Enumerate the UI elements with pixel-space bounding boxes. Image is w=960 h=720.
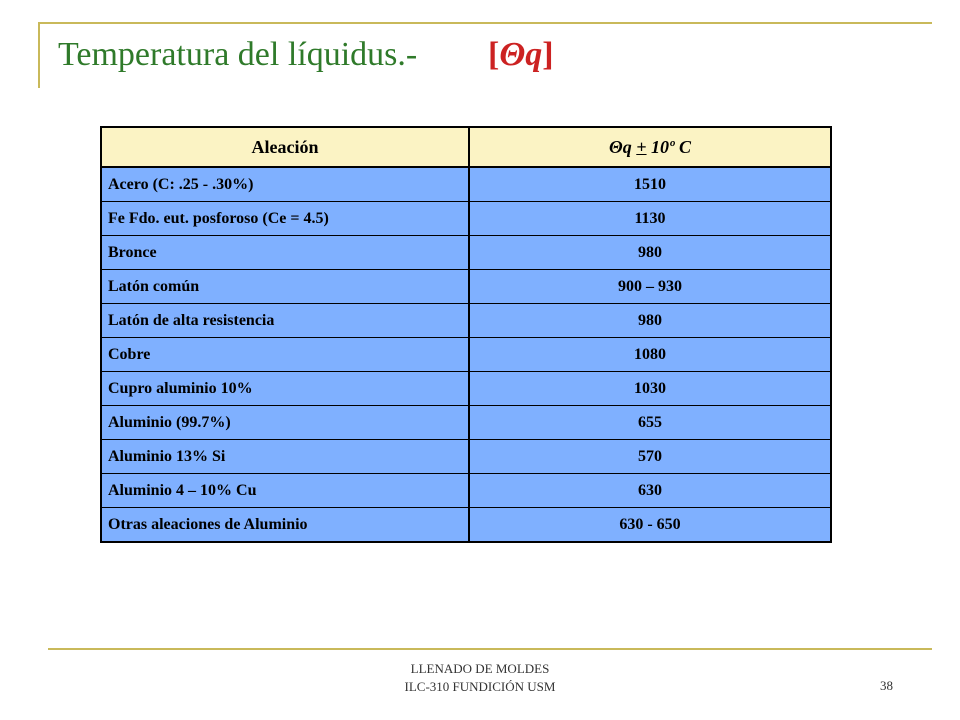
temperature-cell: 655 [469, 406, 831, 440]
temperature-cell: 630 - 650 [469, 508, 831, 543]
symbol-bracket-open: [ [488, 36, 500, 73]
header-temp-symbol: Θq [609, 136, 637, 157]
alloy-cell: Latón común [101, 270, 469, 304]
alloy-cell: Cobre [101, 338, 469, 372]
page-number: 38 [880, 678, 893, 693]
temperature-cell: 1030 [469, 372, 831, 406]
alloy-cell: Aluminio 13% Si [101, 440, 469, 474]
footer [340, 660, 620, 696]
slide-title: Temperatura del líquidus.- [58, 36, 418, 73]
header-alloy: Aleación [101, 127, 469, 167]
table-row [101, 474, 831, 508]
alloy-cell: Aluminio 4 – 10% Cu [101, 474, 469, 508]
table-row [101, 406, 831, 440]
table-row [101, 304, 831, 338]
table-row [101, 508, 831, 543]
table-row [101, 440, 831, 474]
temperature-cell: 980 [469, 304, 831, 338]
alloy-cell: Otras aleaciones de Aluminio [101, 508, 469, 543]
left-rule [38, 22, 40, 88]
table-row [101, 236, 831, 270]
alloy-cell: Bronce [101, 236, 469, 270]
table-row [101, 372, 831, 406]
temperature-cell: 570 [469, 440, 831, 474]
temperature-cell: 1080 [469, 338, 831, 372]
header-temp-offset: 10º C [646, 136, 691, 157]
title-symbol [488, 36, 554, 74]
alloy-cell: Aluminio (99.7%) [101, 406, 469, 440]
footer-line-2: ILC-310 FUNDICIÓN USM [404, 679, 556, 694]
liquidus-symbol: Θq [499, 36, 543, 73]
temperature-cell: 900 – 930 [469, 270, 831, 304]
table-body [101, 167, 831, 542]
liquidus-table [100, 126, 832, 543]
liquidus-table-container [100, 126, 832, 543]
header-temp-plus: + [636, 136, 647, 157]
temperature-cell: 630 [469, 474, 831, 508]
temperature-cell: 1130 [469, 202, 831, 236]
alloy-cell: Cupro aluminio 10% [101, 372, 469, 406]
table-row [101, 202, 831, 236]
header-temperature [469, 127, 831, 167]
top-rule [40, 22, 932, 24]
temperature-cell: 980 [469, 236, 831, 270]
temperature-cell: 1510 [469, 167, 831, 202]
footer-line-1: LLENADO DE MOLDES [410, 661, 550, 676]
table-row [101, 338, 831, 372]
alloy-cell: Latón de alta resistencia [101, 304, 469, 338]
table-header-row [101, 127, 831, 167]
table-row [101, 270, 831, 304]
symbol-bracket-close: ] [542, 36, 554, 73]
alloy-cell: Fe Fdo. eut. posforoso (Ce = 4.5) [101, 202, 469, 236]
table-row [101, 167, 831, 202]
alloy-cell: Acero (C: .25 - .30%) [101, 167, 469, 202]
bottom-rule [48, 648, 932, 650]
